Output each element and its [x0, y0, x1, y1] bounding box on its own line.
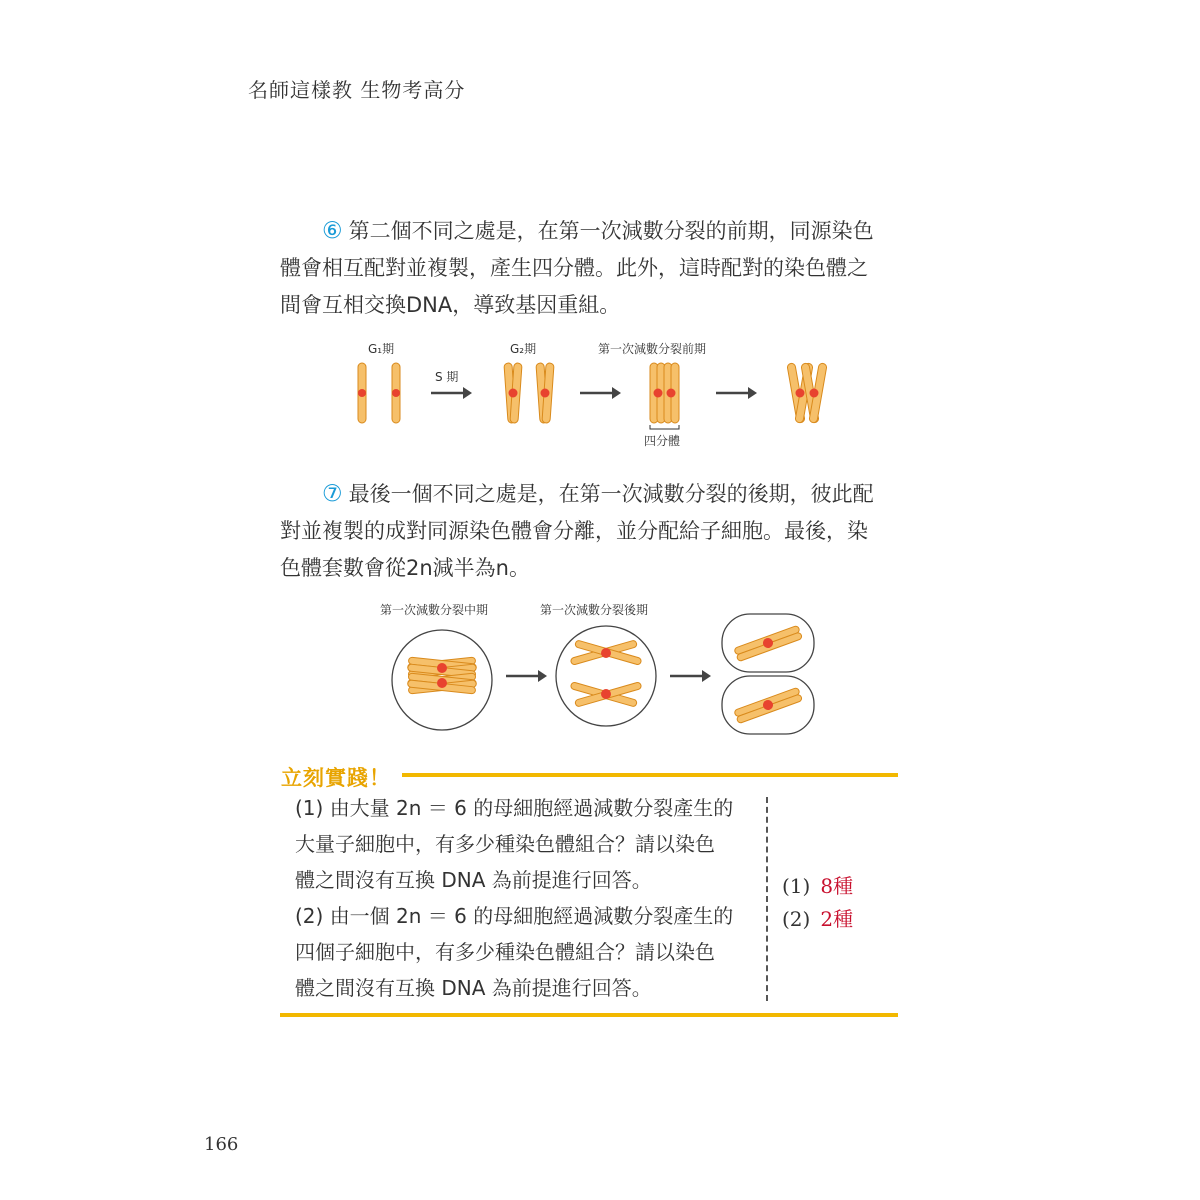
- paragraph-6: [280, 213, 902, 324]
- q2-line-2: 四個子細胞中，有多少種染色體組合？請以染色: [295, 940, 715, 964]
- practice-title: 立刻實踐！: [281, 766, 391, 790]
- label-g2: G₂期: [510, 342, 537, 356]
- answer-divider: [766, 797, 768, 1001]
- q1-line-2: 大量子細胞中，有多少種染色體組合？請以染色: [295, 832, 715, 856]
- label-s-phase: S 期: [435, 370, 459, 384]
- paragraph-7: [280, 476, 902, 587]
- label-g1: G₁期: [368, 342, 395, 356]
- label-anaphase: 第一次減數分裂後期: [540, 603, 649, 617]
- answer-1-label: (1): [782, 874, 811, 898]
- q2-line-3: 體之間沒有互換 DNA 為前提進行回答。: [295, 976, 652, 1000]
- daughter-cell-bottom: [722, 676, 814, 734]
- answer-2-label: (2): [782, 907, 811, 931]
- daughter-cell-top: [722, 614, 814, 672]
- arrow-2: [580, 387, 621, 399]
- running-head: 名師這樣教 生物考高分: [248, 78, 466, 102]
- practice-rule-bottom: [280, 1013, 898, 1017]
- para6-line-3: 間會互相交換DNA，導致基因重組。: [280, 293, 621, 317]
- crossing-over: [787, 363, 827, 423]
- answer-2: [782, 903, 853, 932]
- figure-tetrad-formation: [330, 335, 850, 460]
- arrow-5: [670, 670, 711, 682]
- question-1: [295, 790, 765, 898]
- para6-line-1: 第二個不同之處是，在第一次減數分裂的前期，同源染色: [348, 219, 874, 243]
- marker-7: ⑦: [322, 481, 343, 507]
- q2-line-1: (2) 由一個 2n ＝ 6 的母細胞經過減數分裂產生的: [295, 904, 734, 928]
- tetrad: [650, 363, 679, 429]
- g1-chromosomes: [358, 363, 400, 423]
- arrow-1: [431, 387, 472, 399]
- answer-1-value: 8種: [820, 874, 854, 898]
- arrow-3: [716, 387, 757, 399]
- para6-line-2: 體會相互配對並複製，產生四分體。此外，這時配對的染色體之: [280, 256, 868, 280]
- para7-line-1: 最後一個不同之處是，在第一次減數分裂的後期，彼此配: [348, 482, 874, 506]
- q1-line-1: (1) 由大量 2n ＝ 6 的母細胞經過減數分裂產生的: [295, 796, 734, 820]
- question-2: [295, 898, 765, 1006]
- arrow-4: [506, 670, 547, 682]
- q1-line-3: 體之間沒有互換 DNA 為前提進行回答。: [295, 868, 652, 892]
- label-tetrad: 四分體: [644, 434, 681, 448]
- g2-chromosomes: [504, 363, 554, 423]
- para7-line-2: 對並複製的成對同源染色體會分離，並分配給子細胞。最後，染: [280, 519, 868, 543]
- metaphase-cell: [392, 630, 492, 730]
- figure-homolog-separation: [380, 598, 830, 743]
- answer-1: [782, 870, 853, 899]
- para7-line-3: 色體套數會從2n減半為n。: [280, 556, 530, 580]
- anaphase-cell: [556, 626, 656, 726]
- answer-2-value: 2種: [820, 907, 854, 931]
- practice-rule-top: [402, 773, 898, 777]
- label-prophase: 第一次減數分裂前期: [598, 342, 707, 356]
- page-number: 166: [204, 1134, 239, 1155]
- marker-6: ⑥: [322, 218, 343, 244]
- label-metaphase: 第一次減數分裂中期: [380, 603, 489, 617]
